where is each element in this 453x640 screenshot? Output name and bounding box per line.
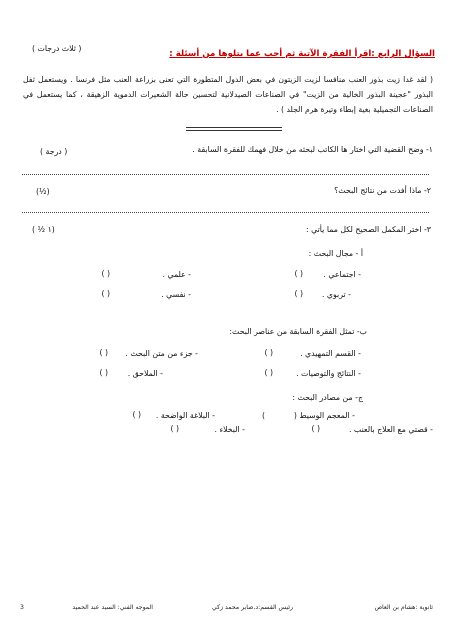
part-c-option-4-label: - البخلاء . xyxy=(214,425,245,434)
part-a-option-1-label: - اجتماعي . xyxy=(323,270,361,279)
part-c-option-2-label: - البلاغة الواضحة . xyxy=(155,411,215,420)
q2-answer-line[interactable] xyxy=(22,212,429,213)
part-b-option-4-label: - الملاحق . xyxy=(127,369,163,378)
part-b-option-1-box[interactable]: ( ) xyxy=(264,348,273,357)
footer-department-head: رئيس القسم:د.صابر محمد زكي xyxy=(211,604,293,611)
part-b-option-1-label: - القسم التمهيدي . xyxy=(300,349,361,358)
part-c-option-3-label: - قصتي مع العلاج بالعنب . xyxy=(348,425,433,434)
part-a-option-4-box[interactable]: ( ) xyxy=(101,289,110,298)
part-b-option-3-label: - النتائج والتوصيات . xyxy=(296,369,361,378)
separator-bottom xyxy=(186,130,282,131)
footer-page-number: 3 xyxy=(20,604,24,611)
q3-marks: ( ½ ١) xyxy=(32,225,55,234)
q2-marks: (½) xyxy=(36,187,50,196)
part-c-option-1-box[interactable]: ) xyxy=(261,411,265,420)
part-b-option-3-box[interactable]: ( ) xyxy=(264,368,273,377)
part-b-option-4-box[interactable]: ( ) xyxy=(99,368,108,377)
part-c-option-4-box[interactable]: ( ) xyxy=(170,424,179,433)
part-b-option-2-box[interactable]: ( ) xyxy=(99,348,108,357)
part-a-option-1-box[interactable]: ( ) xyxy=(294,269,303,278)
question-four-title: السؤال الرابع :اقرأ الفقرة الآتية ثم أجب عما يتلوها من أسئلة : xyxy=(169,49,435,59)
part-a-option-3-label: - تربوي . xyxy=(321,290,351,299)
q2-text: ٢- ماذا أفدت من نتائج البحث؟ xyxy=(334,186,431,195)
part-c-option-3-box[interactable]: ( ) xyxy=(311,424,320,433)
part-b-option-2-label: - جزء من متن البحث . xyxy=(125,349,198,358)
q3-part-c-title: ج- من مصادر البحث : xyxy=(292,393,363,402)
part-a-option-2-box[interactable]: ( ) xyxy=(101,269,110,278)
question-four-marks: ( ثلاث درجات ) xyxy=(32,44,82,53)
q3-part-b-title: ب- تمثل الفقرة السابقة من عناصر البحث: xyxy=(229,327,367,336)
part-a-option-4-label: - نفسي . xyxy=(161,290,191,299)
reading-passage: ( لقد غدا زيت بذور العنب منافسا لزيت الزيتون في بعض الدول المتطورة التي تعنى بزراعة العنب مثل فرنسا . ويستعمل ثفل البذور "عجينة البذور الخالية من الزيت" في الصناعات الصيدلانية لتحسين حالة الشعيرات الدموية الزهيقة ، كما يستعمل في الصناعات التجميلية بغية إبطاء وتيرة هرم الجلد ) . xyxy=(23,75,433,114)
q3-part-a-title: أ - مجال البحث : xyxy=(308,249,363,258)
part-a-option-3-box[interactable]: ( ) xyxy=(294,289,303,298)
part-c-option-2-box[interactable]: ( ) xyxy=(132,410,141,419)
q1-text: ١- وضح القضية التي اختار ها الكاتب لبحثه من خلال فهمك للفقرة السابقة . xyxy=(192,145,433,154)
q1-marks: ( درجة ) xyxy=(40,147,68,156)
separator-top xyxy=(186,127,282,128)
part-c-option-1-label: - المعجم الوسيط ( xyxy=(293,411,355,420)
q3-text: ٣- اختر المكمل الصحيح لكل مما يأتي : xyxy=(306,225,431,234)
q1-answer-line[interactable] xyxy=(22,174,429,175)
footer-supervisor: الموجه الفني: السيد عبد الحميد xyxy=(72,604,153,611)
footer-school: ثانوية :هشام بن العاص xyxy=(374,604,433,611)
part-a-option-2-label: - علمي . xyxy=(162,270,191,279)
